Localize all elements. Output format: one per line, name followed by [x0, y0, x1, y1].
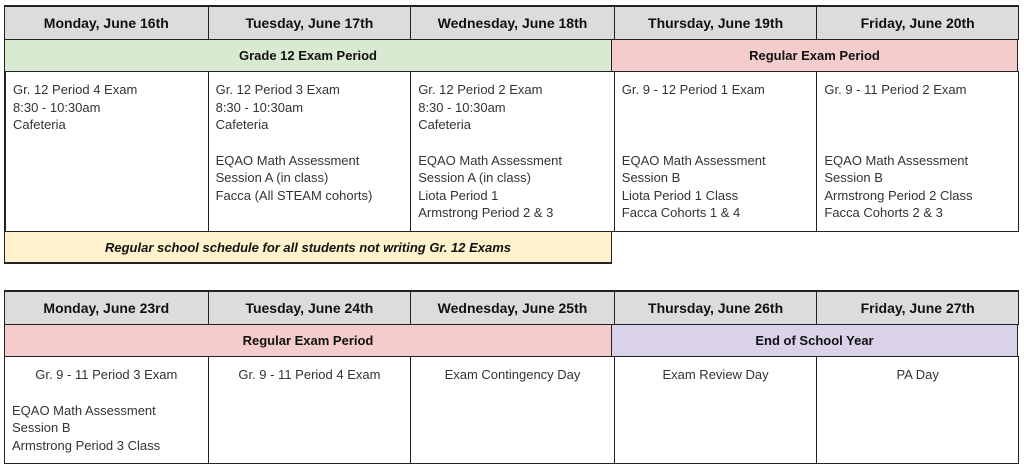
end-of-school-year-band: End of School Year	[611, 324, 1018, 357]
week-2-schedule	[4, 291, 1019, 464]
cell-text: Armstrong Period 2 Class	[824, 187, 973, 203]
week-1-header-row	[4, 6, 1019, 40]
week-2-period-bands	[4, 325, 1019, 357]
cell-text: Session B	[12, 420, 71, 435]
day-header-tue-june-24: Tuesday, June 24th	[208, 290, 412, 325]
grade-12-exam-period-band: Grade 12 Exam Period	[4, 39, 612, 72]
cell-mon-june-23	[4, 356, 209, 464]
day-header-wed-june-18: Wednesday, June 18th	[410, 5, 615, 40]
cell-text: Cafeteria	[215, 117, 269, 132]
cell-wed-june-18	[410, 71, 615, 232]
cell-text: Facca (All STEAM cohorts)	[215, 187, 373, 203]
week-1-schedule	[4, 6, 1019, 264]
cell-text: 8:30 - 10:30am	[418, 99, 506, 115]
cell-text: Gr. 9 - 11 Period 4 Exam	[238, 367, 381, 382]
cell-fri-june-27	[816, 356, 1019, 464]
week-1-detail-row	[4, 72, 1019, 232]
cell-text: Exam Review Day	[662, 367, 769, 382]
cell-thu-june-19	[614, 71, 818, 232]
day-header-wed-june-25: Wednesday, June 25th	[410, 290, 615, 325]
cell-text: Gr. 9 - 12 Period 1 Exam	[621, 82, 765, 97]
cell-mon-june-16	[4, 71, 209, 232]
day-header-fri-june-20: Friday, June 20th	[816, 5, 1019, 40]
cell-text: Gr. 9 - 11 Period 3 Exam	[35, 367, 178, 382]
cell-text: 8:30 - 10:30am	[215, 99, 304, 115]
week-2-detail-row	[4, 357, 1019, 464]
cell-text: Session A (in class)	[215, 170, 329, 185]
cell-text: EQAO Math Assessment	[12, 402, 156, 418]
cell-text: 8:30 - 10:30am	[13, 99, 101, 115]
cell-text: Cafeteria	[13, 117, 66, 132]
day-header-fri-june-27: Friday, June 27th	[816, 290, 1019, 325]
cell-text: Facca Cohorts 1 & 4	[621, 205, 741, 220]
cell-text: PA Day	[896, 367, 939, 382]
cell-text: Session A (in class)	[418, 170, 531, 185]
cell-text: Cafeteria	[418, 117, 471, 132]
cell-tue-june-24	[208, 356, 412, 464]
cell-text: Session B	[621, 170, 681, 185]
cell-text: EQAO Math Assessment	[418, 152, 562, 168]
cell-wed-june-25	[410, 356, 615, 464]
day-header-thu-june-19: Thursday, June 19th	[614, 5, 818, 40]
week-1-period-bands	[4, 40, 1019, 72]
cell-text: Gr. 12 Period 4 Exam	[13, 82, 138, 97]
cell-text: Facca Cohorts 2 & 3	[824, 205, 943, 220]
day-header-thu-june-26: Thursday, June 26th	[614, 290, 818, 325]
day-header-tue-june-17: Tuesday, June 17th	[208, 5, 412, 40]
day-header-mon-june-16: Monday, June 16th	[4, 5, 209, 40]
cell-text: Liota Period 1	[418, 187, 499, 203]
day-header-mon-june-23: Monday, June 23rd	[4, 290, 209, 325]
cell-text: Gr. 12 Period 2 Exam	[418, 82, 543, 97]
regular-exam-period-band: Regular Exam Period	[4, 324, 612, 357]
cell-text: Armstrong Period 2 & 3	[418, 205, 554, 220]
cell-text: EQAO Math Assessment	[824, 152, 969, 168]
cell-text: EQAO Math Assessment	[621, 152, 766, 168]
cell-text: EQAO Math Assessment	[215, 152, 360, 168]
regular-schedule-note: Regular school schedule for all students not writing Gr. 12 Exams	[4, 231, 612, 264]
cell-thu-june-26	[614, 356, 818, 464]
week-2-header-row	[4, 291, 1019, 325]
cell-tue-june-17	[208, 71, 412, 232]
regular-exam-period-band: Regular Exam Period	[611, 39, 1018, 72]
cell-text: Exam Contingency Day	[444, 367, 581, 382]
cell-text: Armstrong Period 3 Class	[12, 437, 161, 453]
cell-text: Liota Period 1 Class	[621, 187, 739, 203]
cell-fri-june-20	[816, 71, 1019, 232]
cell-text: Gr. 9 - 11 Period 2 Exam	[824, 82, 967, 97]
cell-text: Gr. 12 Period 3 Exam	[215, 82, 340, 97]
cell-text: Session B	[824, 170, 883, 185]
